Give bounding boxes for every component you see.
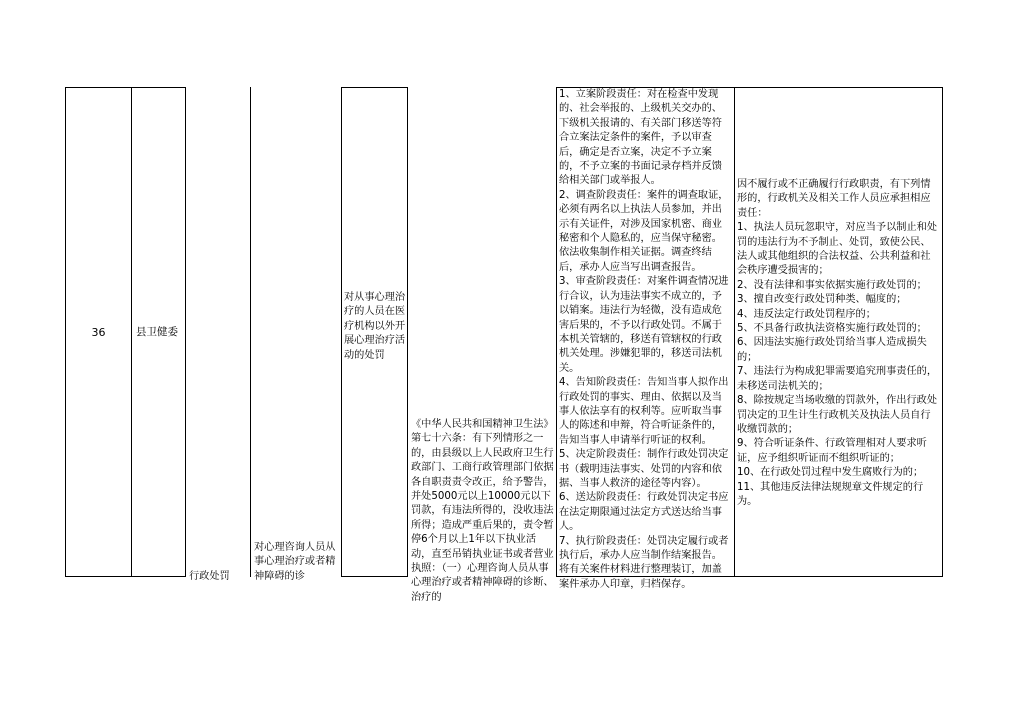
department-text: 县卫健委 <box>136 326 178 338</box>
category-cell <box>186 88 250 582</box>
row-number <box>66 88 131 576</box>
table-bottom-border <box>341 576 408 577</box>
item-a-text: 对从事心理治疗的人员在医疗机构以外开展心理治疗活动的处罚 <box>344 292 406 361</box>
column-divider <box>942 87 943 577</box>
accountability-text: 因不履行或不正确履行行政职责，有下列情形的，行政机关及相关工作人员应承担相应责任： 1、执法人员玩忽职守，对应当予以制止和处罚的违法行为不予制止、处罚，致使公民、法人或其他组织的合法权益、公共利益和社会秩序遭受损害的； 2、没有法律和事实依据实施行政处罚的； 3、擅自改变行政处罚种类、幅度的； 4、违反法定行政处罚程序的； 5、不具备行政执法资格实施行政处罚的； 6、因违法实施行政处罚给当事人造成损失的； 7、违法行为构成犯罪需要追究刑事责任的，未移送司法机关的； 8、除按规定当场收缴的罚款外，作出行政处罚决定的卫生计生行政机关及执法人员自行收缴罚款的； 9、符合听证条件、行政管理相对人要求听证，应予组织听证而不组织听证的； 10、在行政处罚过程中发生腐败行为的； 11、其他违反法律法规规章文件规定的行为。 <box>737 179 938 507</box>
item-b-cell <box>251 88 341 582</box>
accountability-cell <box>735 88 942 576</box>
row-number-text: 36 <box>91 325 106 339</box>
item-b-text: 对心理咨询人员从事心理治疗或者精神障碍的诊 <box>254 542 336 582</box>
department-cell <box>132 88 185 576</box>
responsibility-text: 1、立案阶段责任：对在检查中发现的、社会举报的、上级机关交办的、下级机关报请的、有关部门移送等符合立案法定条件的案件，予以审查后，确定是否立案，决定不予立案的，不予立案的书面记录存档并反馈给相关部门或举报人。 2、调查阶段责任：案件的调查取证，必须有两名以上执法人员参加，并出示有关证件，对涉及国家机密、商业秘密和个人隐私的，应当保守秘密。依法收集制作相关证据。调查终结后，承办人应当写出调查报告。 3、审查阶段责任：对案件调查情况进行合议，认为违法事实不成立的，予以销案。违法行为轻微，没有造成危害后果的，不予以行政处罚。不属于本机关管辖的，移送有管辖权的行政机关处理。涉嫌犯罪的，移送司法机关。 4、告知阶段责任：告知当事人拟作出行政处罚的事实、理由、依据以及当事人依法享有的权利等。应听取当事人的陈述和申辩，符合听证条件的，告知当事人申请举行听证的权利。 5、决定阶段责任：制作行政处罚决定书（载明违法事实、处罚的内容和依据、当事人救济的途径等内容）。 6、送达阶段责任：行政处罚决定书应在法定期限通过法定方式送达给当事人。 7、执行阶段责任：处罚决定履行或者执行后，承办人应当制作结案报告。将有关案件材料进行整理装订，加盖案件承办人印章，归档保存。 <box>559 89 729 590</box>
basis-text: 《中华人民共和国精神卫生法》第七十六条：有下列情形之一的，由县级以上人民政府卫生行政部门、工商行政管理部门依据各自职责责令改正，给予警告，并处5000元以上10000元以下罚款，有违法所得的，没收违法所得；造成严重后果的，责令暂停6个月以上1年以下执业活动，直至吊销执业证书或者营业执照：（一）心理咨询人员从事心理治疗或者精神障碍的诊断、治疗的 <box>411 419 554 603</box>
category-text: 行政处罚 <box>189 571 230 582</box>
item-a-cell <box>342 88 407 576</box>
basis-cell <box>408 88 556 603</box>
responsibility-cell <box>557 88 734 590</box>
table-bottom-border <box>65 576 186 577</box>
